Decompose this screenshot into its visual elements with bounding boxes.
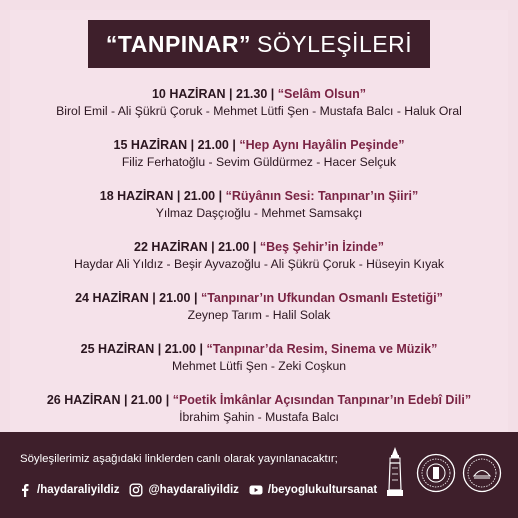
social-links	[18, 480, 387, 500]
youtube-icon	[249, 483, 263, 497]
municipality-seal-icon	[416, 453, 456, 498]
event-date: 25 HAZİRAN | 21.00	[80, 342, 197, 356]
event-topic: “Poetik İmkânlar Açısından Tanpınar’ın Edebî Dili”	[172, 393, 472, 407]
event-item	[0, 341, 518, 392]
event-item	[0, 86, 518, 137]
event-separator: |	[267, 87, 275, 101]
event-heading	[0, 137, 518, 154]
event-topic: “Tanpınar’da Resim, Sinema ve Müzik”	[206, 342, 438, 356]
event-heading	[0, 392, 518, 409]
event-date: 10 HAZİRAN | 21.30	[151, 87, 268, 101]
event-speakers: Mehmet Lütfi Şen - Zeki Coşkun	[171, 359, 347, 373]
event-date: 18 HAZİRAN | 21.00	[99, 189, 216, 203]
event-date: 22 HAZİRAN | 21.00	[134, 240, 250, 254]
event-separator: |	[190, 291, 198, 305]
instagram-link[interactable]	[129, 483, 238, 497]
event-date: 15 HAZİRAN | 21.00	[113, 138, 229, 152]
event-heading	[0, 341, 518, 358]
event-date: 26 HAZİRAN | 21.00	[46, 393, 163, 407]
event-heading	[0, 290, 518, 307]
event-speakers: Zeynep Tarım - Halil Solak	[187, 308, 331, 322]
ministry-seal-icon	[462, 453, 502, 498]
galata-tower-logo	[384, 446, 406, 503]
event-item	[0, 137, 518, 188]
event-speakers: Haydar Ali Yıldız - Beşir Ayvazoğlu - Ali Şükrü Çoruk - Hüseyin Kıyak	[73, 257, 445, 271]
event-separator: |	[228, 138, 236, 152]
youtube-link[interactable]	[249, 483, 377, 497]
facebook-link[interactable]	[18, 483, 119, 497]
event-speakers: Filiz Ferhatoğlu - Sevim Güldürmez - Hacer Selçuk	[121, 155, 397, 169]
event-heading	[0, 188, 518, 205]
event-speakers: Yılmaz Daşçıoğlu - Mehmet Samsakçı	[155, 206, 363, 220]
event-speakers: İbrahim Şahin - Mustafa Balcı	[179, 410, 339, 424]
event-heading	[0, 239, 518, 256]
event-topic: “Tanpınar’ın Ufkundan Osmanlı Estetiği”	[200, 291, 443, 305]
event-separator: |	[162, 393, 170, 407]
event-separator: |	[196, 342, 203, 356]
title-rest: SÖYLEŞİLERİ	[257, 30, 413, 57]
stream-notice: Söyleşilerimiz aşağıdaki linklerden canlı olarak yayınlanacaktır;	[20, 453, 338, 465]
event-separator: |	[249, 240, 257, 254]
event-topic: “Rüyânın Sesi: Tanpınar’ın Şiiri”	[225, 189, 419, 203]
facebook-handle: /haydaraliyildiz	[37, 484, 120, 496]
event-date: 24 HAZİRAN | 21.00	[75, 291, 191, 305]
event-item	[0, 290, 518, 341]
facebook-icon	[18, 483, 32, 497]
title-banner	[88, 20, 430, 68]
sponsor-logos	[380, 444, 504, 500]
title-accent: “TANPINAR”	[105, 30, 252, 57]
event-item	[0, 239, 518, 290]
event-topic: “Selâm Olsun”	[277, 87, 367, 101]
instagram-icon	[129, 483, 143, 497]
event-topic: “Beş Şehir’in İzinde”	[259, 240, 384, 254]
event-list	[0, 86, 518, 443]
instagram-handle: @haydaraliyildiz	[148, 484, 239, 496]
event-item	[0, 188, 518, 239]
event-topic: “Hep Aynı Hayâlin Peşinde”	[239, 138, 405, 152]
event-heading	[0, 86, 518, 103]
youtube-handle: /beyoglukultursanat	[267, 484, 378, 496]
event-speakers: Birol Emil - Ali Şükrü Çoruk - Mehmet Lütfi Şen - Mustafa Balcı - Haluk Oral	[56, 104, 462, 118]
event-separator: |	[215, 189, 223, 203]
